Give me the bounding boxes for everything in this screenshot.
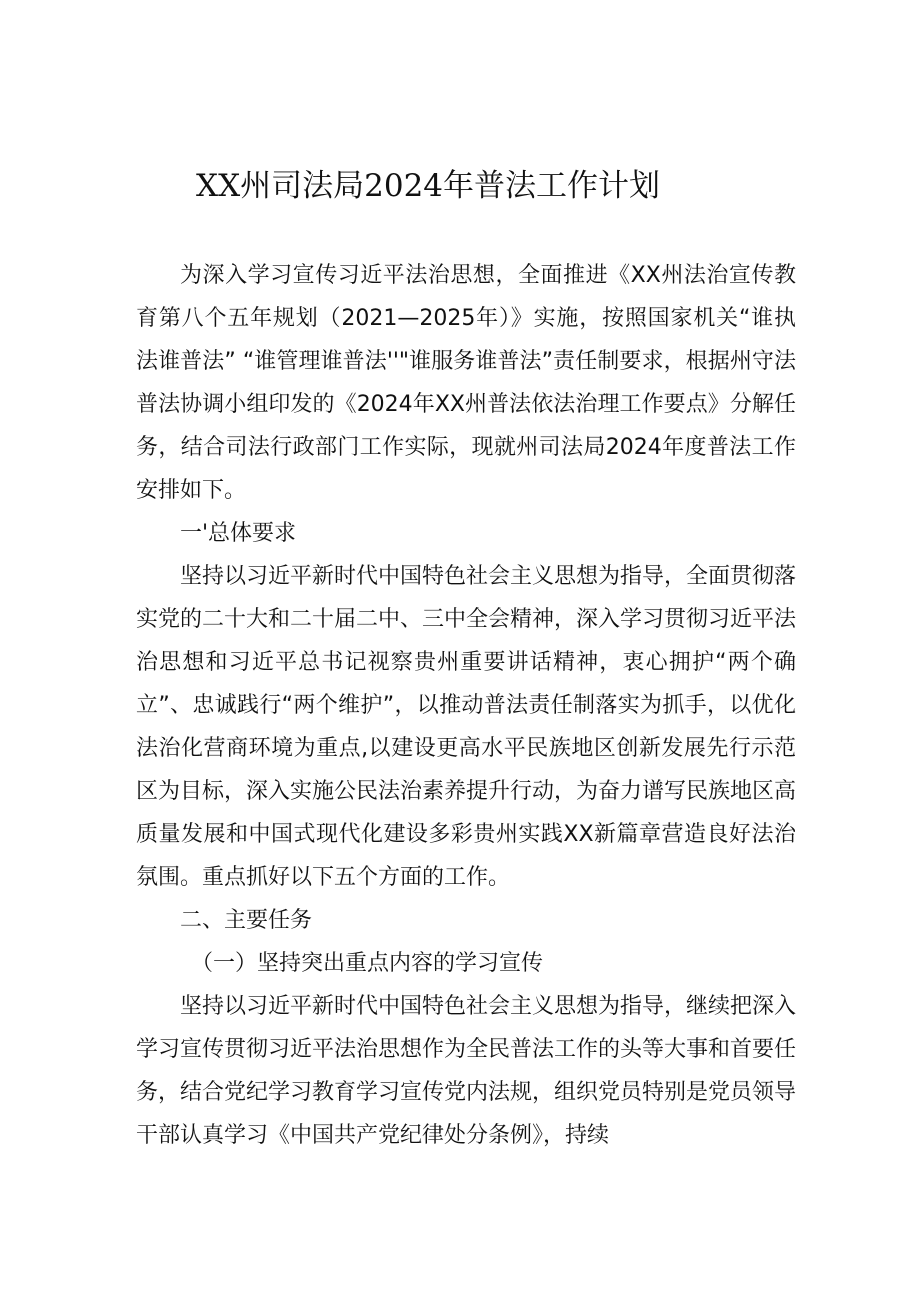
intro-paragraph: 为深入学习宣传习近平法治思想，全面推进《XX州法治宣传教育第八个五年规划（2021—2025年）》实施，按照国家机关“谁执法谁普法” “谁管理谁普法''"谁服务谁普法”责任制要求，根据州守法普法协调小组印发的《2024年XX州普法依法治理工作要点》分解任务，结合司法行政部门工作实际，现就州司法局2024年度普法工作安排如下。 (136, 263, 796, 503)
section-heading-general-requirements: 一'总体要求 (180, 521, 297, 546)
section-heading-main-tasks: 二、主要任务 (180, 908, 313, 933)
general-requirements-paragraph: 坚持以习近平新时代中国特色社会主义思想为指导，全面贯彻落实党的二十大和二十届二中、三中全会精神，深入学习贯彻习近平法治思想和习近平总书记视察贵州重要讲话精神，衷心拥护“两个确立”、忠诚践行“两个维护”，以推动普法责任制落实为抓手，以优化法治化营商环境为重点,以建设更高水平民族地区创新发展先行示范区为目标，深入实施公民法治素养提升行动，为奋力谱写民族地区高质量发展和中国式现代化建设多彩贵州实践XX新篇章营造良好法治氛围。重点抓好以下五个方面的工作。 (136, 564, 797, 890)
document-body (136, 254, 796, 1157)
key-content-paragraph: 坚持以习近平新时代中国特色社会主义思想为指导，继续把深入学习宣传贯彻习近平法治思想作为全民普法工作的头等大事和首要任务，结合党纪学习教育学习宣传党内法规，组织党员特别是党员领导干部认真学习《中国共产党纪律处分条例》，持续 (136, 994, 797, 1148)
subsection-heading-key-content: （一）坚持突出重点内容的学习宣传 (191, 951, 544, 976)
document-title: XX州司法局2024年普法工作计划 (196, 168, 661, 204)
